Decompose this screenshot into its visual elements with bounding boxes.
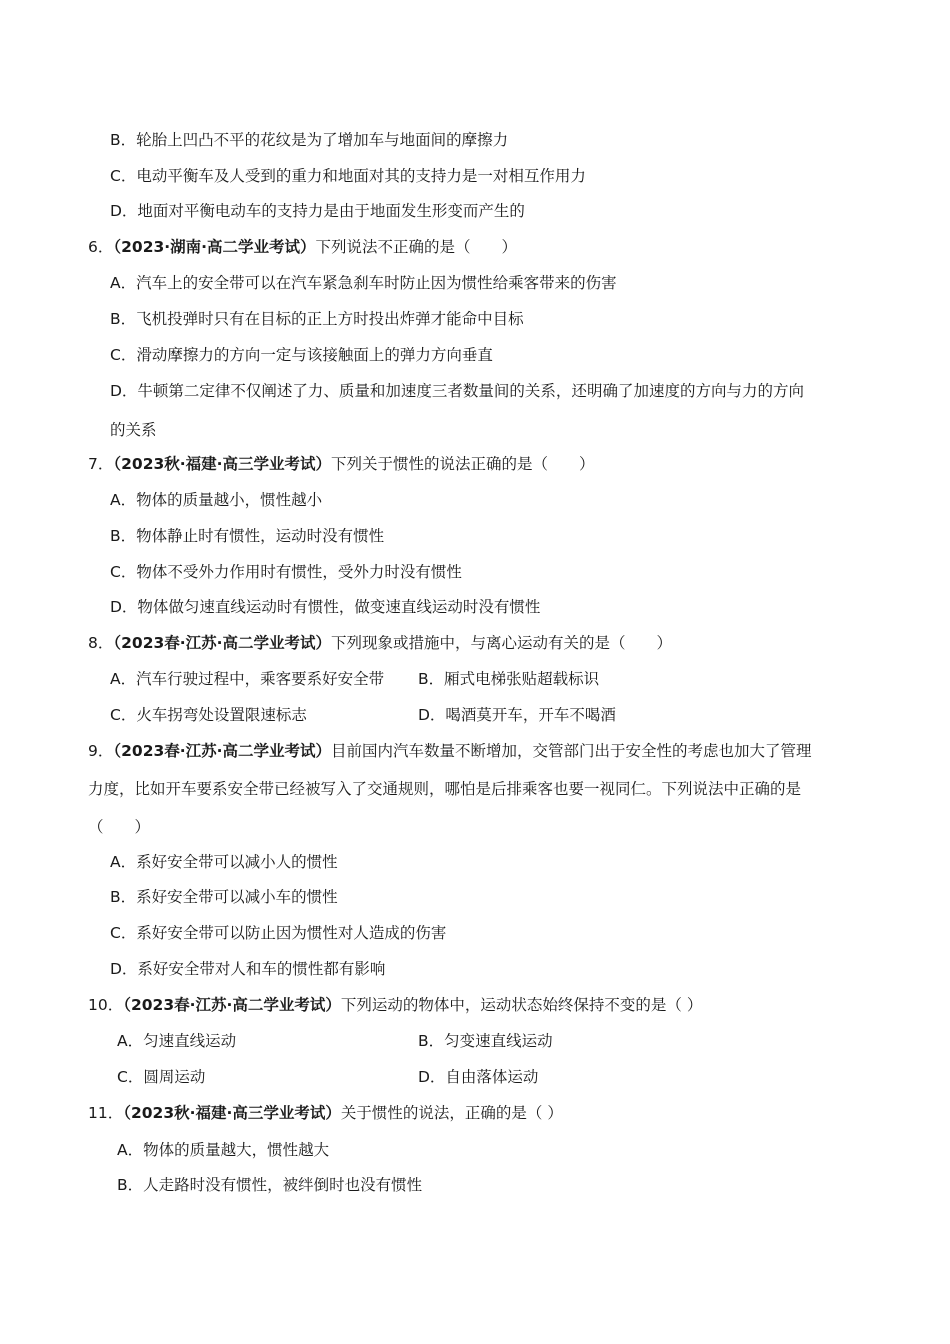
q11-stem xyxy=(88,1102,563,1124)
q5-option-c: C．电动平衡车及人受到的重力和地面对其的支持力是一对相互作用力 xyxy=(110,167,586,185)
q6-option-d: D．牛顿第二定律不仅阐述了力、质量和加速度三者数量间的关系，还明确了加速度的方向与力的方向 xyxy=(110,382,804,400)
q8-stem xyxy=(88,632,672,654)
q9-stem-paren: （ ） xyxy=(88,818,151,836)
q7-stem xyxy=(88,453,595,475)
q6-source: （2023·湖南·高二学业考试） xyxy=(113,238,316,256)
q8-option-c: C．火车拐弯处设置限速标志 xyxy=(110,706,307,724)
q9-option-d: D．系好安全带对人和车的惯性都有影响 xyxy=(110,960,386,978)
q11-text: 关于惯性的说法，正确的是（ ） xyxy=(340,1104,563,1122)
q7-option-a: A．物体的质量越小，惯性越小 xyxy=(110,491,323,509)
q6-text: 下列说法不正确的是（ ） xyxy=(315,238,518,256)
q9-option-a: A．系好安全带可以减小人的惯性 xyxy=(110,853,338,871)
q10-source: （2023春·江苏·高二学业考试） xyxy=(123,996,341,1014)
q7-option-b: B．物体静止时有惯性，运动时没有惯性 xyxy=(110,527,385,545)
q11-option-b: B．人走路时没有惯性，被绊倒时也没有惯性 xyxy=(117,1176,423,1194)
q8-option-b: B．厢式电梯张贴超载标识 xyxy=(418,670,600,688)
q7-text: 下列关于惯性的说法正确的是（ ） xyxy=(331,455,595,473)
q7-source: （2023秋·福建·高三学业考试） xyxy=(113,455,332,473)
q7-option-c: C．物体不受外力作用时有惯性，受外力时没有惯性 xyxy=(110,563,462,581)
q9-stem xyxy=(88,740,812,762)
q6-option-a: A．汽车上的安全带可以在汽车紧急刹车时防止因为惯性给乘客带来的伤害 xyxy=(110,274,617,292)
q8-option-a: A．汽车行驶过程中，乘客要系好安全带 xyxy=(110,670,385,688)
q6-number: 6． xyxy=(88,238,114,256)
q10-option-d: D．自由落体运动 xyxy=(418,1068,539,1086)
q10-stem xyxy=(88,994,702,1016)
q8-text: 下列现象或措施中，与离心运动有关的是（ ） xyxy=(331,634,673,652)
q9-option-b: B．系好安全带可以减小车的惯性 xyxy=(110,888,338,906)
q10-number: 10． xyxy=(88,996,124,1014)
q9-source: （2023春·江苏·高二学业考试） xyxy=(113,742,332,760)
q8-option-d: D．喝酒莫开车，开车不喝酒 xyxy=(418,706,616,724)
q6-stem xyxy=(88,236,517,258)
q10-text: 下列运动的物体中，运动状态始终保持不变的是（ ） xyxy=(340,996,703,1014)
q11-number: 11． xyxy=(88,1104,124,1122)
q11-option-a: A．物体的质量越大，惯性越大 xyxy=(117,1141,330,1159)
q9-stem-cont: 力度，比如开车要系安全带已经被写入了交通规则，哪怕是后排乘客也要一视同仁。下列说法中正确的是 xyxy=(88,780,802,798)
q10-option-a: A．匀速直线运动 xyxy=(117,1032,237,1050)
q11-source: （2023秋·福建·高三学业考试） xyxy=(123,1104,341,1122)
q5-option-b: B．轮胎上凹凸不平的花纹是为了增加车与地面间的摩擦力 xyxy=(110,131,509,149)
q6-option-d-cont: 的关系 xyxy=(110,421,157,439)
q9-text: 目前国内汽车数量不断增加，交管部门出于安全性的考虑也加大了管理 xyxy=(331,742,812,760)
q7-number: 7． xyxy=(88,455,114,473)
q6-option-c: C．滑动摩擦力的方向一定与该接触面上的弹力方向垂直 xyxy=(110,346,493,364)
q9-option-c: C．系好安全带可以防止因为惯性对人造成的伤害 xyxy=(110,924,447,942)
q10-option-c: C．圆周运动 xyxy=(117,1068,206,1086)
q8-number: 8． xyxy=(88,634,114,652)
q8-source: （2023春·江苏·高二学业考试） xyxy=(113,634,332,652)
q7-option-d: D．物体做匀速直线运动时有惯性，做变速直线运动时没有惯性 xyxy=(110,598,541,616)
q9-number: 9． xyxy=(88,742,114,760)
q10-option-b: B．匀变速直线运动 xyxy=(418,1032,553,1050)
q5-option-d: D．地面对平衡电动车的支持力是由于地面发生形变而产生的 xyxy=(110,202,525,220)
q6-option-b: B．飞机投弹时只有在目标的正上方时投出炸弹才能命中目标 xyxy=(110,310,524,328)
